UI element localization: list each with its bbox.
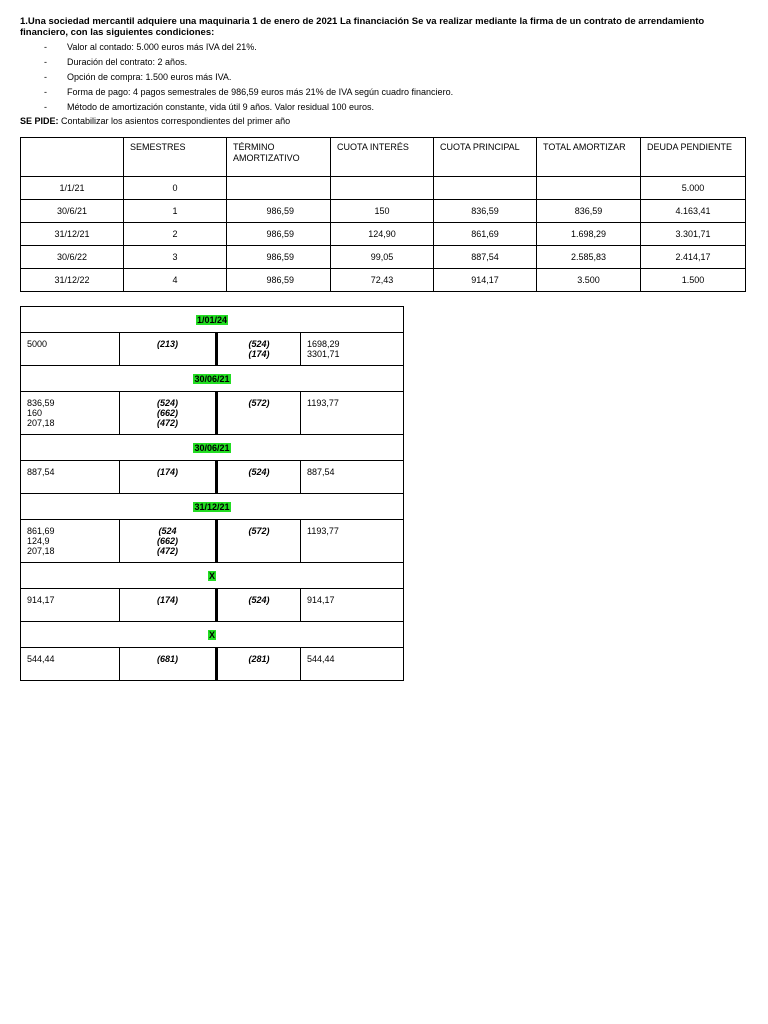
debit-accounts: (681) [120,648,217,681]
journal-entries-table [20,306,404,681]
date-cell: 30/6/22 [21,246,124,269]
value-cell: 986,59 [227,200,331,223]
credit-amounts: 544,44 [301,648,404,681]
value-cell [434,177,537,200]
semester-cell: 2 [124,223,227,246]
value-cell: 1.500 [641,269,746,292]
table-row [21,223,746,246]
header-cell: DEUDA PENDIENTE [641,138,746,177]
journal-entry [21,333,404,366]
journal-entry [21,520,404,563]
header-cell: CUOTA INTERÉS [331,138,434,177]
value-cell: 986,59 [227,269,331,292]
value-cell: 99,05 [331,246,434,269]
credit-amounts: 914,17 [301,589,404,622]
debit-accounts: (213) [120,333,217,366]
credit-amounts: 887,54 [301,461,404,494]
credit-amounts: 1193,77 [301,392,404,435]
table-row [21,246,746,269]
debit-accounts: (174) [120,461,217,494]
table-row [21,177,746,200]
date-cell: 30/6/21 [21,200,124,223]
semester-cell: 1 [124,200,227,223]
value-cell: 836,59 [537,200,641,223]
debit-amounts: 861,69 124,9 207,18 [21,520,120,563]
credit-amounts: 1193,77 [301,520,404,563]
debit-amounts: 914,17 [21,589,120,622]
value-cell: 5.000 [641,177,746,200]
value-cell: 887,54 [434,246,537,269]
task-label: SE PIDE: [20,116,59,126]
header-cell: TOTAL AMORTIZAR [537,138,641,177]
value-cell [227,177,331,200]
amortization-header-row [21,138,746,177]
semester-cell: 4 [124,269,227,292]
value-cell: 2.585,83 [537,246,641,269]
debit-amounts: 836,59 160 207,18 [21,392,120,435]
journal-entry [21,648,404,681]
entry-date: 30/06/21 [194,373,230,384]
header-cell: TÉRMINO AMORTIZATIVO [227,138,331,177]
journal-entry [21,461,404,494]
value-cell: 150 [331,200,434,223]
document-page [20,16,748,664]
task-text: Contabilizar los asientos correspondientes del primer año [58,116,291,126]
value-cell: 986,59 [227,223,331,246]
debit-amounts: 5000 [21,333,120,366]
semester-cell: 3 [124,246,227,269]
credit-amounts: 1698,29 3301,71 [301,333,404,366]
entry-date: 31/12/21 [194,501,230,512]
journal-entry [21,392,404,435]
debit-amounts: 544,44 [21,648,120,681]
entry-date-header [21,494,404,520]
entry-date-header [21,622,404,648]
value-cell: 124,90 [331,223,434,246]
value-cell: 72,43 [331,269,434,292]
header-cell: CUOTA PRINCIPAL [434,138,537,177]
amortization-table [20,137,746,292]
entry-date: 30/06/21 [194,442,230,453]
table-row [21,200,746,223]
debit-amounts: 887,54 [21,461,120,494]
date-cell: 1/1/21 [21,177,124,200]
credit-accounts: (524) (174) [217,333,301,366]
task-statement [20,114,748,128]
condition-item: - Opción de compra: 1.500 euros más IVA. [20,70,748,85]
condition-item: - Valor al contado: 5.000 euros más IVA del 21%. [20,40,748,55]
semester-cell: 0 [124,177,227,200]
problem-title: 1.Una sociedad mercantil adquiere una maquinaria 1 de enero de 2021 La financiación Se va realizar mediante la firma de un contrato de arrendamiento financiero, con las siguientes condiciones: [20,16,705,38]
entry-date-header [21,307,404,333]
entry-date-header [21,563,404,589]
entry-date-header [21,435,404,461]
value-cell: 2.414,17 [641,246,746,269]
value-cell: 986,59 [227,246,331,269]
condition-item: - Forma de pago: 4 pagos semestrales de 986,59 euros más 21% de IVA según cuadro financiero. [20,85,748,100]
conditions-list [20,40,748,115]
condition-item: - Método de amortización constante, vida útil 9 años. Valor residual 100 euros. [20,100,748,115]
condition-item: - Duración del contrato: 2 años. [20,55,748,70]
value-cell: 861,69 [434,223,537,246]
header-cell: SEMESTRES [124,138,227,177]
value-cell: 1.698,29 [537,223,641,246]
header-cell [21,138,124,177]
entry-date-header [21,366,404,392]
credit-accounts: (524) [217,461,301,494]
entry-date: X [209,570,216,581]
date-cell: 31/12/22 [21,269,124,292]
value-cell: 3.500 [537,269,641,292]
value-cell [331,177,434,200]
credit-accounts: (572) [217,392,301,435]
debit-accounts: (524 (662) (472) [120,520,217,563]
value-cell: 3.301,71 [641,223,746,246]
debit-accounts: (174) [120,589,217,622]
value-cell: 836,59 [434,200,537,223]
journal-entry [21,589,404,622]
value-cell [537,177,641,200]
credit-accounts: (572) [217,520,301,563]
credit-accounts: (281) [217,648,301,681]
value-cell: 914,17 [434,269,537,292]
entry-date: 1/01/24 [197,314,228,325]
value-cell: 4.163,41 [641,200,746,223]
table-row [21,269,746,292]
debit-accounts: (524) (662) (472) [120,392,217,435]
entry-date: X [209,629,216,640]
date-cell: 31/12/21 [21,223,124,246]
credit-accounts: (524) [217,589,301,622]
